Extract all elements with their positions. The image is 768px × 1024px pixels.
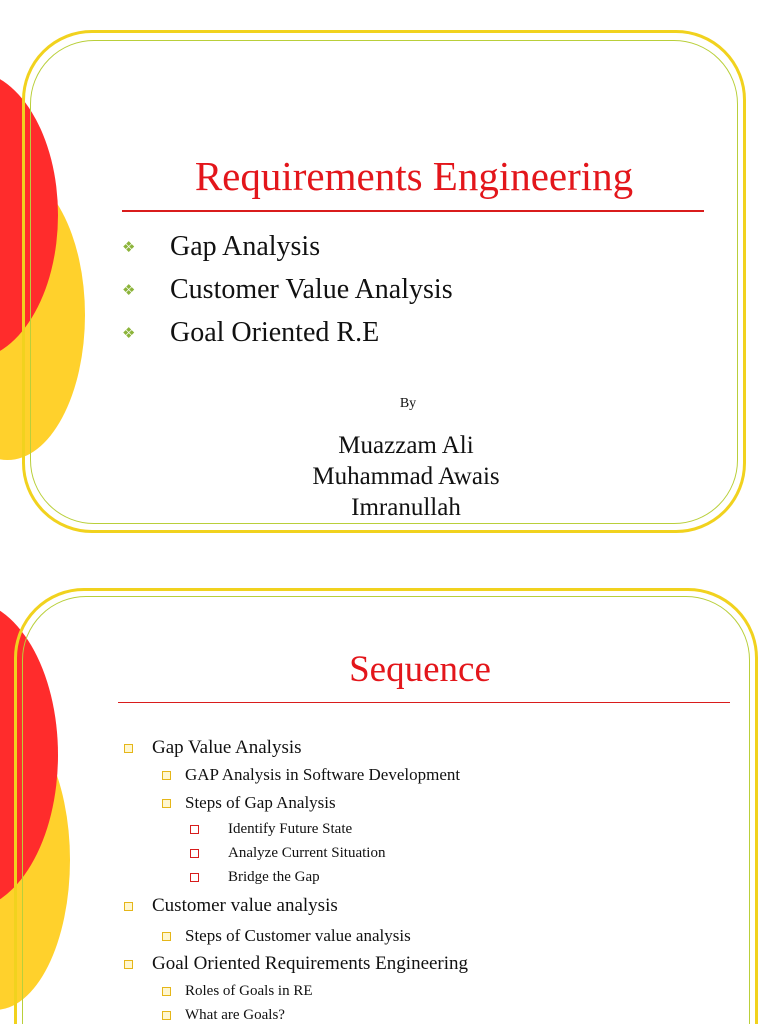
- square-bullet-icon: [162, 771, 171, 780]
- bullet-text: Goal Oriented R.E: [170, 317, 380, 348]
- outline-item: [162, 1005, 285, 1024]
- outline-text: Analyze Current Situation: [228, 844, 386, 861]
- outline-item: [162, 981, 313, 1001]
- square-bullet-icon: [162, 932, 171, 941]
- author-name: Muhammad Awais: [312, 463, 500, 490]
- square-bullet-icon: [124, 744, 133, 753]
- square-bullet-icon: [162, 1011, 171, 1020]
- author-name: Muazzam Ali: [338, 432, 474, 459]
- square-bullet-icon: [124, 902, 133, 911]
- outline-item: [162, 764, 460, 786]
- square-bullet-icon: [124, 960, 133, 969]
- outline-item: [124, 894, 338, 918]
- by-label: By: [399, 396, 417, 411]
- square-bullet-icon: [190, 849, 199, 858]
- bullet-item: [122, 228, 320, 266]
- outline-text: GAP Analysis in Software Development: [185, 765, 461, 784]
- square-bullet-icon: [190, 825, 199, 834]
- outline-text: Roles of Goals in RE: [185, 982, 313, 999]
- outline-text: Customer value analysis: [152, 895, 338, 916]
- diamond-bullet-icon: ❖: [122, 238, 136, 256]
- outline-item: [124, 736, 302, 760]
- outline-text: Identify Future State: [228, 820, 353, 837]
- bullet-item: [122, 314, 379, 352]
- outline-text: What are Goals?: [185, 1006, 285, 1023]
- outline-text: Steps of Gap Analysis: [185, 793, 336, 812]
- outline-item: [190, 843, 385, 863]
- square-bullet-icon: [162, 799, 171, 808]
- title-underline: [122, 210, 704, 212]
- bullet-item: [122, 271, 453, 309]
- title-underline: [118, 702, 730, 703]
- outline-item: [162, 792, 336, 814]
- outline-item: [190, 867, 320, 887]
- diamond-bullet-icon: ❖: [122, 281, 136, 299]
- outline-text: Gap Value Analysis: [152, 737, 302, 758]
- square-bullet-icon: [190, 873, 199, 882]
- outline-text: Bridge the Gap: [228, 868, 320, 885]
- outline-item: [162, 925, 411, 947]
- outline-item: [124, 952, 468, 976]
- sequence-slide: [0, 560, 768, 1024]
- slide-title: Requirements Engineering: [194, 153, 634, 199]
- outline-text: Goal Oriented Requirements Engineering: [152, 953, 469, 974]
- square-bullet-icon: [162, 987, 171, 996]
- diamond-bullet-icon: ❖: [122, 324, 136, 342]
- bullet-text: Customer Value Analysis: [170, 274, 453, 305]
- author-name: Imranullah: [351, 494, 461, 521]
- outline-text: Steps of Customer value analysis: [185, 926, 411, 945]
- bullet-text: Gap Analysis: [170, 231, 321, 262]
- outline-item: [190, 819, 352, 839]
- slide-title: Sequence: [349, 649, 491, 690]
